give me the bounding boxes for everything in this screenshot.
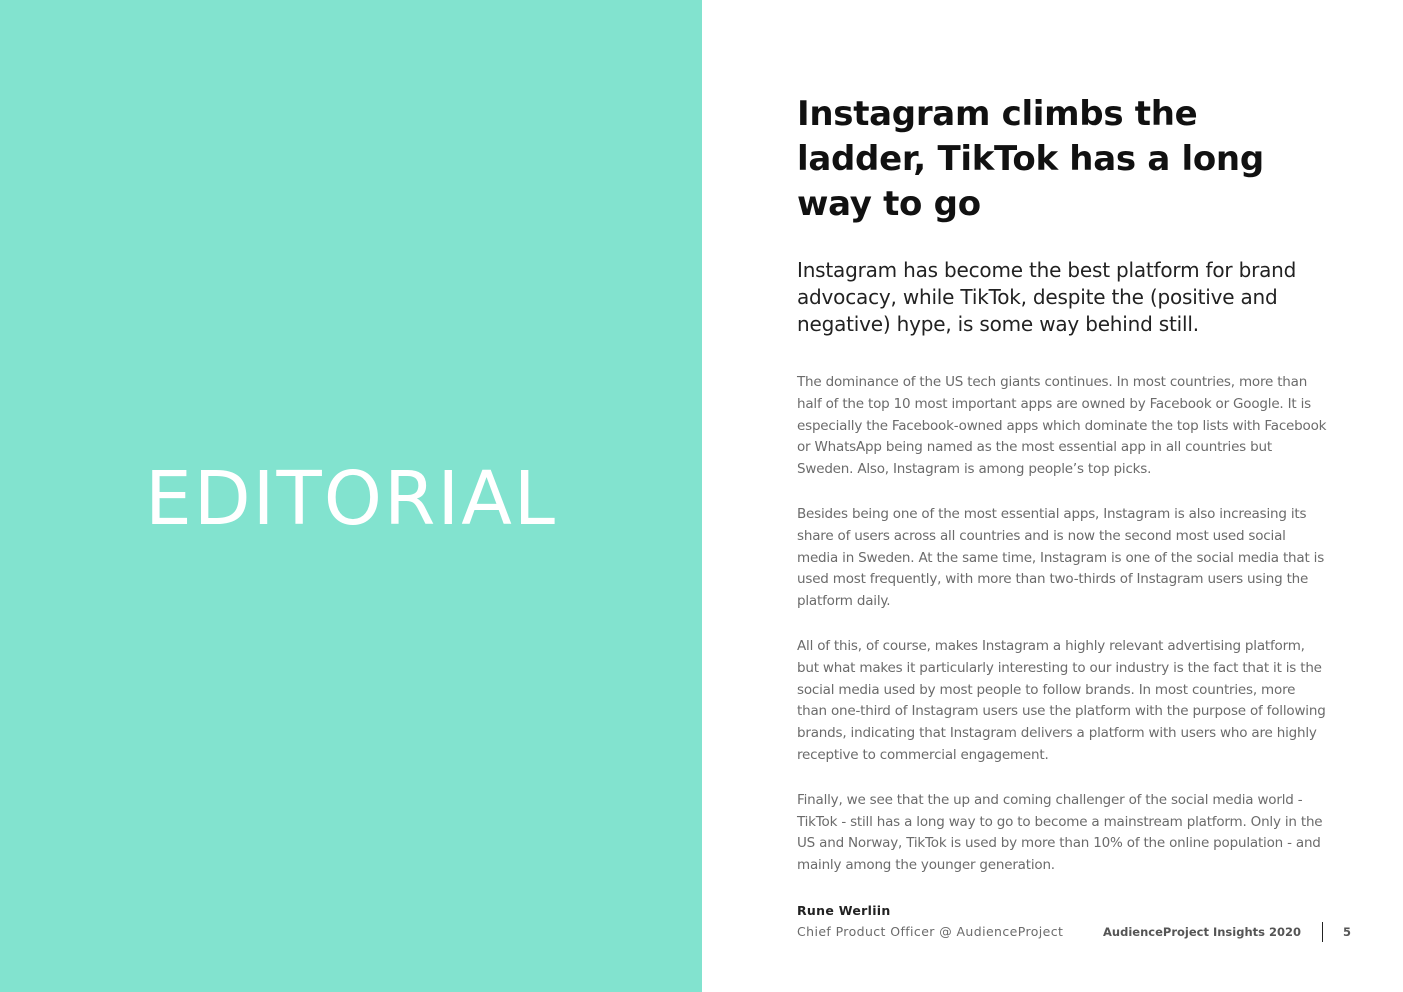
body-paragraph-1: The dominance of the US tech giants continues. In most countries, more than half of the top 10 most important apps are owned by Facebook or Google. It is especially the Facebook-owned apps which dominate the top lists with Facebook or WhatsApp being named as the most essential app in all countries but Sweden. Also, Instagram is among people’s top picks.	[797, 374, 1327, 478]
body-paragraph-3: All of this, of course, makes Instagram a highly relevant advertising platform, but what makes it particularly interesting to our industry is the fact that it is the social media used by most people to follow brands. In most countries, more than one-third of Instagram users use the platform with the purpose of following brands, indicating that Instagram delivers a platform with users who are highly receptive to commercial engagement.	[797, 637, 1326, 763]
article-headline: Instagram climbs the ladder, TikTok has a long way to go	[797, 94, 1264, 224]
body-paragraph-4: Finally, we see that the up and coming challenger of the social media world - TikTok - still has a long way to go to become a mainstream platform. Only in the US and Norway, TikTok is used by more than 10% of the online population - and mainly among the younger generation.	[797, 791, 1323, 874]
body-paragraph-2: Besides being one of the most essential apps, Instagram is also increasing its share of users across all countries and is now the second most used social media in Sweden. At the same time, Instagram is one of the social media that is used most frequently, with more than two-thirds of Instagram users using the platform daily.	[797, 505, 1325, 610]
article-content	[797, 92, 1327, 942]
author-title: Chief Product Officer @ AudienceProject	[797, 923, 1064, 939]
article-lede: Instagram has become the best platform for brand advocacy, while TikTok, despite the (positive and negative) hype, is some way behind still.	[797, 258, 1297, 336]
section-label: EDITORIAL	[144, 456, 558, 542]
author-name: Rune Werliin	[797, 902, 891, 918]
footer-divider	[1322, 922, 1323, 942]
article-panel	[702, 0, 1403, 992]
publication-name: AudienceProject Insights 2020	[1103, 925, 1301, 939]
page-number: 5	[1342, 925, 1351, 939]
page-footer	[1103, 922, 1351, 942]
